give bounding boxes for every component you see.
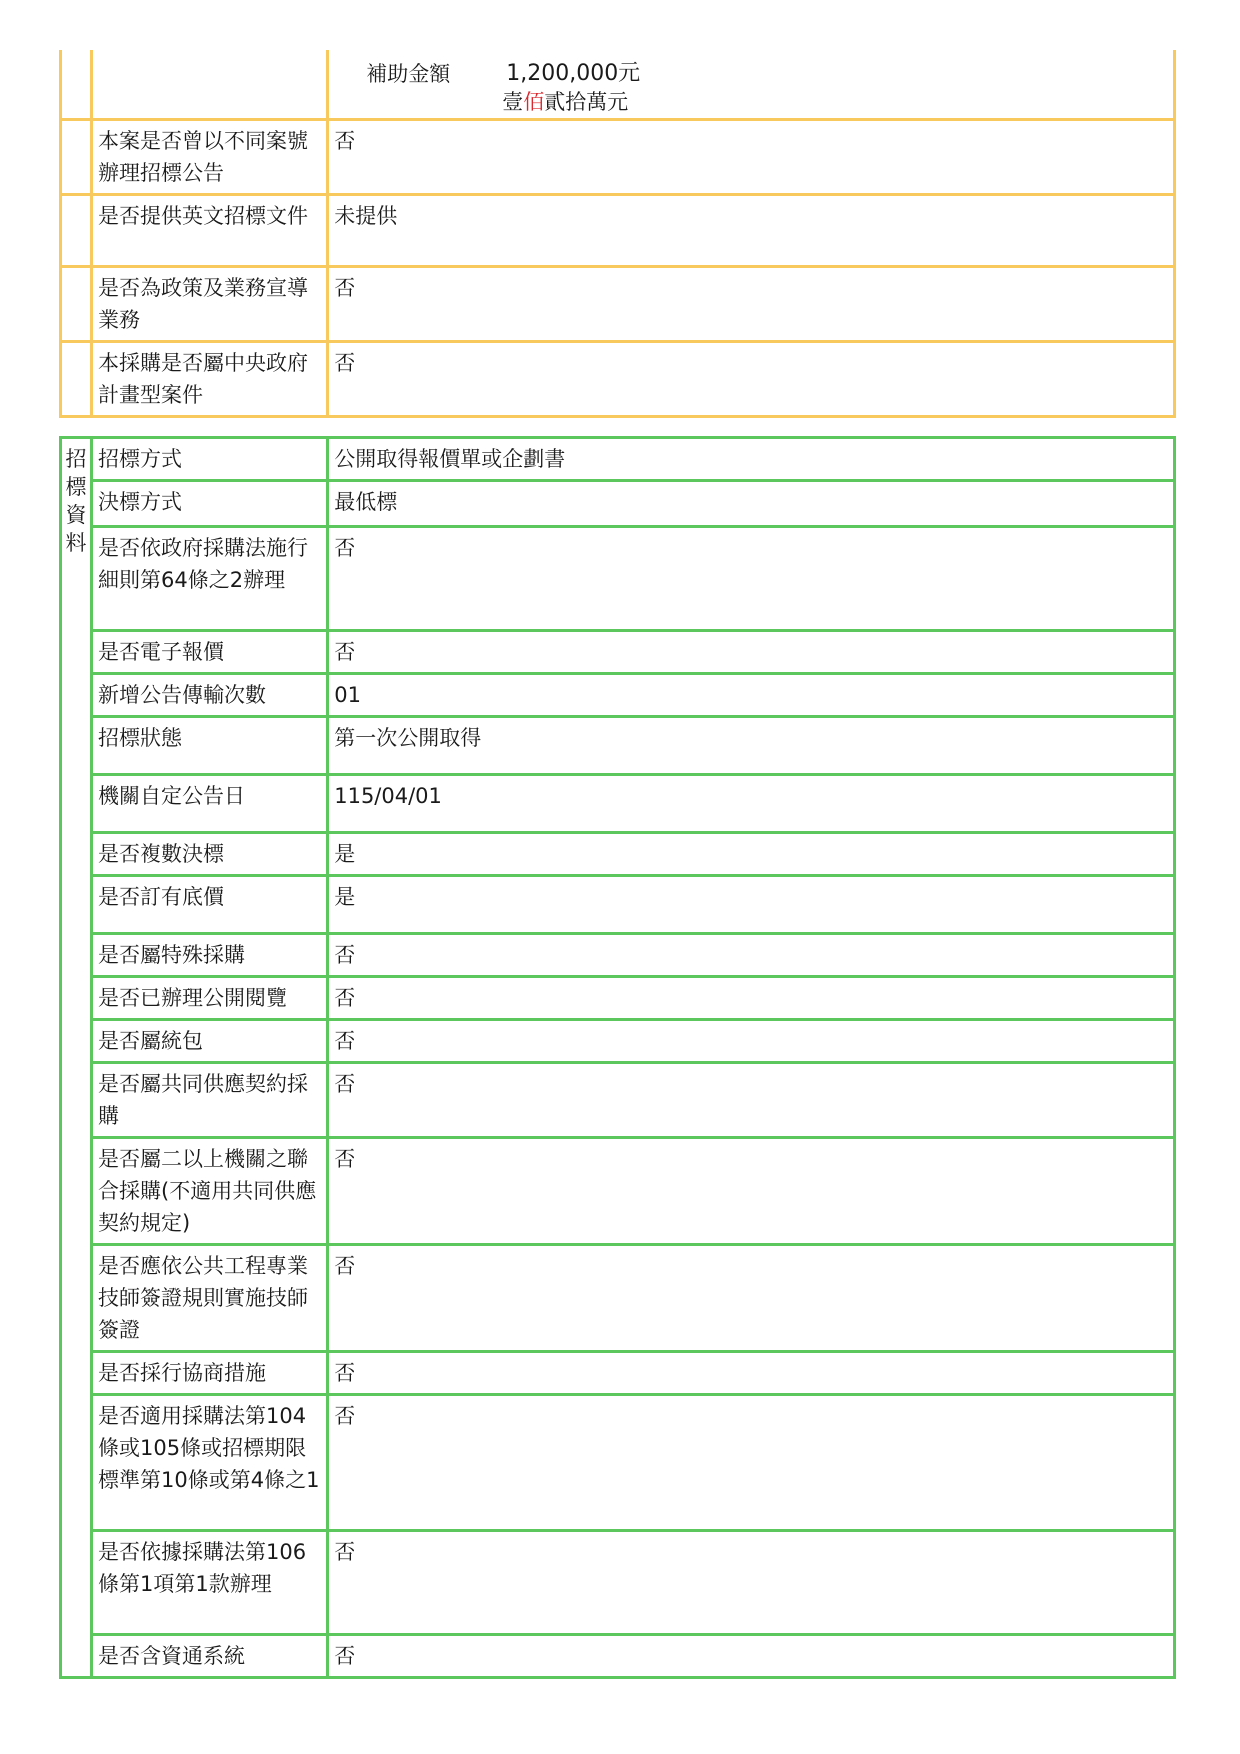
row-value: 否 xyxy=(328,1138,1175,1245)
row-value: 否 xyxy=(328,1245,1175,1352)
row-label: 是否應依公共工程專業技師簽證規則實施技師簽證 xyxy=(92,1245,328,1352)
row-label: 是否依政府採購法施行細則第64條之2辦理 xyxy=(92,527,328,631)
tender-row xyxy=(61,1245,1175,1352)
row-label: 是否屬二以上機關之聯合採購(不適用共同供應契約規定) xyxy=(92,1138,328,1245)
row-label: 是否複數決標 xyxy=(92,833,328,876)
row-label: 是否屬特殊採購 xyxy=(92,934,328,977)
row-value: 公開取得報價單或企劃書 xyxy=(328,438,1175,481)
section-label: 招 標 資 料 xyxy=(65,447,87,555)
row-value: 否 xyxy=(328,527,1175,631)
row-value: 否 xyxy=(328,934,1175,977)
row-value: 否 xyxy=(328,631,1175,674)
subsidy-amount-words xyxy=(334,88,1167,116)
tender-row xyxy=(61,438,1175,481)
row-value: 否 xyxy=(328,120,1175,195)
row-label: 是否適用採購法第104條或105條或招標期限標準第10條或第4條之1 xyxy=(92,1395,328,1531)
tender-rows xyxy=(61,438,1175,1678)
subsidy-words-highlight: 佰 xyxy=(523,90,545,114)
row-value: 01 xyxy=(328,674,1175,717)
info-row xyxy=(61,120,1175,195)
row-value: 否 xyxy=(328,1352,1175,1395)
row-label: 新增公告傳輸次數 xyxy=(92,674,328,717)
row-label: 是否屬統包 xyxy=(92,1020,328,1063)
row-label xyxy=(92,50,328,120)
row-label: 招標方式 xyxy=(92,438,328,481)
section-cell xyxy=(61,267,92,342)
section-cell xyxy=(61,120,92,195)
row-label: 是否含資通系統 xyxy=(92,1635,328,1678)
tender-row xyxy=(61,481,1175,527)
tender-row xyxy=(61,1020,1175,1063)
row-label: 是否屬共同供應契約採購 xyxy=(92,1063,328,1138)
info-row xyxy=(61,195,1175,267)
subsidy-cell xyxy=(328,50,1175,120)
row-label: 是否訂有底價 xyxy=(92,876,328,934)
row-value: 是 xyxy=(328,833,1175,876)
tender-row xyxy=(61,717,1175,775)
top-rows xyxy=(61,120,1175,417)
row-label: 是否提供英文招標文件 xyxy=(92,195,328,267)
subsidy-words-pre: 壹 xyxy=(502,90,524,114)
section-cell xyxy=(61,50,92,120)
row-value: 最低標 xyxy=(328,481,1175,527)
row-label: 是否為政策及業務宣導業務 xyxy=(92,267,328,342)
row-value: 否 xyxy=(328,977,1175,1020)
tender-row xyxy=(61,1395,1175,1531)
tender-row xyxy=(61,1063,1175,1138)
row-value: 未提供 xyxy=(328,195,1175,267)
tender-row xyxy=(61,833,1175,876)
row-label: 本案是否曾以不同案號辦理招標公告 xyxy=(92,120,328,195)
tender-row xyxy=(61,631,1175,674)
tender-row xyxy=(61,1352,1175,1395)
row-value: 是 xyxy=(328,876,1175,934)
row-value: 否 xyxy=(328,1063,1175,1138)
row-value: 115/04/01 xyxy=(328,775,1175,833)
info-row xyxy=(61,342,1175,417)
row-value: 否 xyxy=(328,1531,1175,1635)
row-label: 是否已辦理公開閱覽 xyxy=(92,977,328,1020)
row-label: 招標狀態 xyxy=(92,717,328,775)
tender-row xyxy=(61,674,1175,717)
subsidy-row xyxy=(61,50,1175,120)
subsidy-value: 1,200,000元 xyxy=(506,61,641,86)
subsidy-label: 補助金額 xyxy=(366,62,451,86)
tender-row xyxy=(61,775,1175,833)
tender-row xyxy=(61,977,1175,1020)
tender-row xyxy=(61,1531,1175,1635)
row-label: 本採購是否屬中央政府計畫型案件 xyxy=(92,342,328,417)
section-cell xyxy=(61,342,92,417)
tender-row xyxy=(61,1138,1175,1245)
row-label: 機關自定公告日 xyxy=(92,775,328,833)
subsidy-amount-line xyxy=(334,60,1167,88)
tender-info-table xyxy=(59,436,1176,1679)
row-value: 否 xyxy=(328,1020,1175,1063)
tender-row xyxy=(61,934,1175,977)
tender-row xyxy=(61,876,1175,934)
row-value: 否 xyxy=(328,1635,1175,1678)
section-cell xyxy=(61,195,92,267)
row-value: 否 xyxy=(328,342,1175,417)
tender-row xyxy=(61,527,1175,631)
section-label-cell xyxy=(61,438,92,1678)
row-label: 是否採行協商措施 xyxy=(92,1352,328,1395)
row-value: 第一次公開取得 xyxy=(328,717,1175,775)
row-value: 否 xyxy=(328,267,1175,342)
row-label: 是否電子報價 xyxy=(92,631,328,674)
subsidy-words-post: 貳拾萬元 xyxy=(544,90,629,114)
row-label: 是否依據採購法第106條第1項第1款辦理 xyxy=(92,1531,328,1635)
top-info-table xyxy=(59,50,1176,418)
row-label: 決標方式 xyxy=(92,481,328,527)
info-row xyxy=(61,267,1175,342)
tender-row xyxy=(61,1635,1175,1678)
row-value: 否 xyxy=(328,1395,1175,1531)
